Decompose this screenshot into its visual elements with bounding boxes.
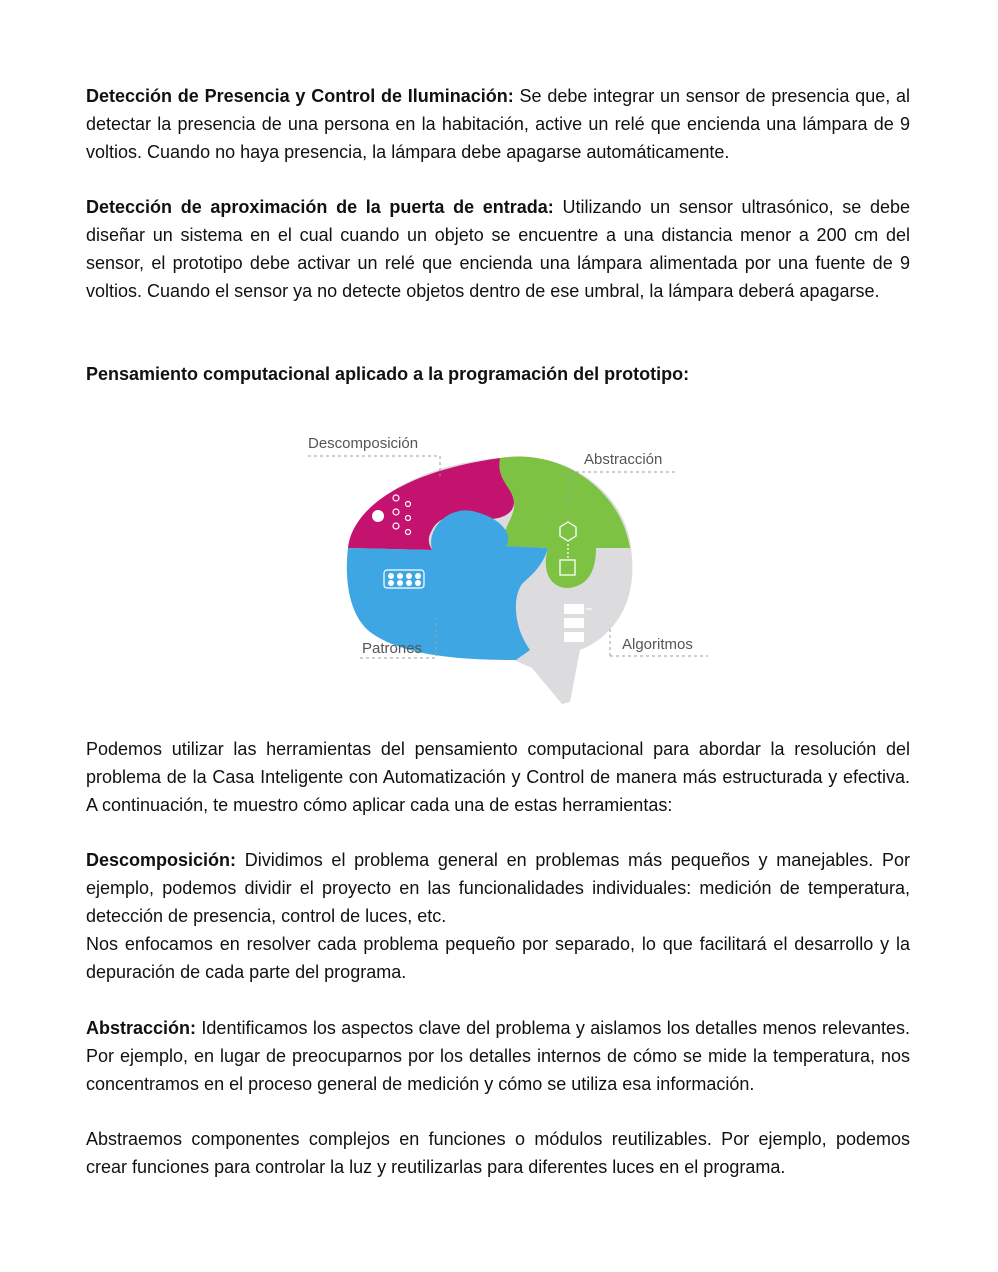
abstraction-label: Abstracción: [584, 451, 663, 468]
decomposition-text: Dividimos el problema general en problemas más pequeños y manejables. Por ejemplo, podemos dividir el proyecto en las funcionalidades individuales: medición de temperatura, detección de presencia, control de luces, etc.: [86, 850, 910, 926]
abstraction-paragraph: [86, 1014, 910, 1098]
patterns-label: Patrones: [362, 640, 423, 657]
section-presence-lighting: [86, 82, 910, 166]
section-heading: Detección de Presencia y Control de Iluminación:: [86, 86, 514, 106]
decomposition-guide: [308, 456, 440, 476]
decomposition-heading: Descomposición:: [86, 850, 237, 870]
computational-thinking-brain-figure: [300, 418, 720, 708]
decomposition-paragraph-2: Nos enfocamos en resolver cada problema pequeño por separado, lo que facilitará el desarrollo y la depuración de cada parte del programa.: [86, 934, 910, 982]
algorithms-label: Algoritmos: [622, 636, 693, 653]
section-heading: Pensamiento computacional aplicado a la programación del prototipo:: [86, 364, 690, 384]
section-text: Utilizando un sensor ultrasónico, se debe diseñar un sistema en el cual cuando un objeto se encuentre a una distancia menor a 200 cm del sensor, el prototipo debe activar un relé que encienda una lámpara alimentada por una fuente de 9 voltios. Cuando el sensor ya no detecte objetos dentro de ese umbral, la lámpara deberá apagarse.: [86, 197, 910, 301]
abstraction-paragraph-2: Abstraemos componentes complejos en funciones o módulos reutilizables. Por ejemplo, podemos crear funciones para controlar la luz y reutilizarlas para diferentes luces en el programa.: [86, 1129, 910, 1177]
abstraction-heading: Abstracción:: [86, 1018, 197, 1038]
decomposition-paragraph: [86, 846, 910, 930]
section-text: Se debe integrar un sensor de presencia que, al detectar la presencia de una persona en la habitación, active un relé que encienda una lámpara de 9 voltios. Cuando no haya presencia, la lámpara debe apagarse automáticamente.: [86, 86, 910, 162]
intro-paragraph: Podemos utilizar las herramientas del pensamiento computacional para abordar la resolución del problema de la Casa Inteligente con Automatización y Control de manera más estructurada y efectiva. A continuación, te muestro cómo aplicar cada una de estas herramientas:: [86, 739, 910, 815]
abstraction-text: Identificamos los aspectos clave del problema y aislamos los detalles menos relevantes. Por ejemplo, en lugar de preocuparnos por los detalles internos de cómo se mide la temperatura, nos concentramos en el proceso general de medición y cómo se utiliza esa información.: [86, 1018, 910, 1094]
section-computational-thinking: [86, 360, 910, 388]
section-door-approach: [86, 193, 910, 305]
decomposition-label: Descomposición: [308, 435, 419, 452]
section-heading: Detección de aproximación de la puerta de entrada:: [86, 197, 554, 217]
brain-puzzle-illustration: [300, 418, 720, 708]
